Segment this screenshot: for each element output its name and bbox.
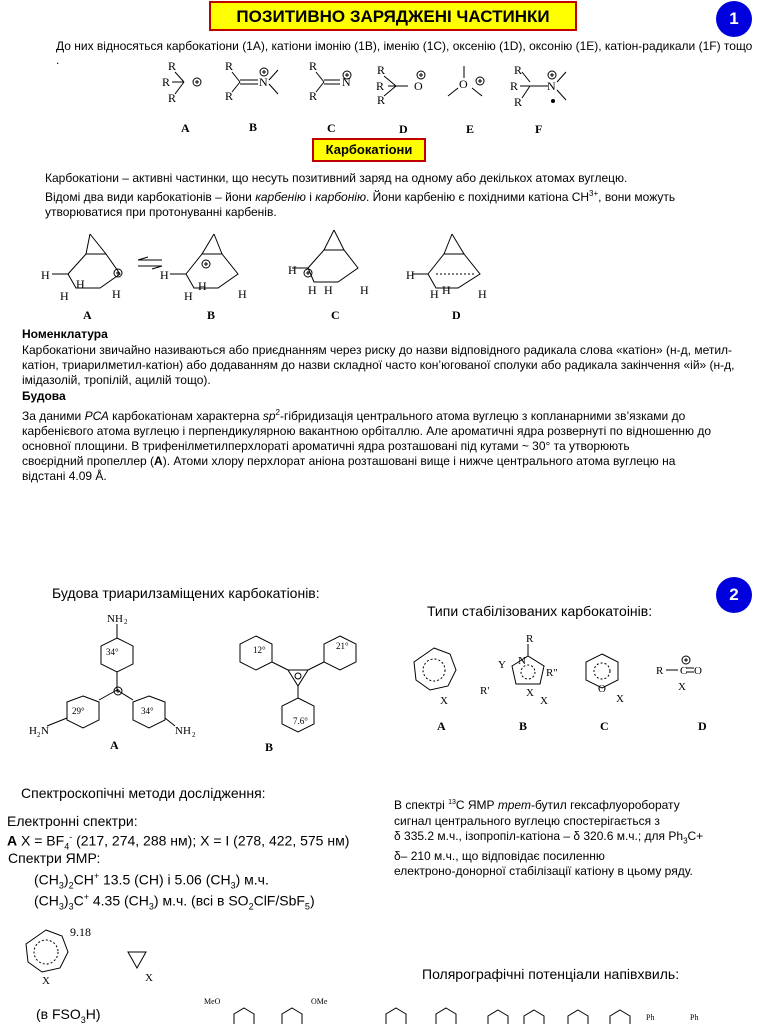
electronic-spectra-line: A $X = BF_4^-$ (217, 274, 288 нм); X = I (278, 422, 575 нм) bbox=[7, 832, 350, 852]
svg-text:H: H bbox=[198, 279, 207, 293]
svg-text:H: H bbox=[324, 283, 333, 297]
triaryl-title: Будова триарилзаміщених карбокатіонів: bbox=[52, 585, 320, 601]
svg-text:H: H bbox=[112, 287, 121, 301]
norbornyl-cations-diagram bbox=[38, 228, 508, 308]
angle-b-left: 12° bbox=[253, 645, 266, 655]
svg-text:H: H bbox=[41, 268, 50, 282]
structure-label-a: A bbox=[181, 121, 190, 135]
svg-text:X: X bbox=[42, 975, 50, 987]
svg-text:X: X bbox=[616, 693, 624, 705]
stabilized-types-title: Типи стабілізованих карбокатоінів: bbox=[427, 603, 653, 619]
electronic-spectra-title: Електронні спектри: bbox=[7, 813, 138, 829]
svg-text:H: H bbox=[184, 289, 193, 303]
svg-text:Ph: Ph bbox=[646, 1013, 655, 1022]
angle-b-right: 21° bbox=[336, 641, 349, 651]
svg-text:R: R bbox=[377, 63, 386, 77]
spectro-title: Спектроскопічні методи дослідження: bbox=[21, 785, 266, 801]
svg-text:R: R bbox=[162, 75, 171, 89]
svg-text:R: R bbox=[309, 89, 318, 103]
svg-text:OMe: OMe bbox=[311, 997, 328, 1006]
page-number-badge: 1 bbox=[716, 1, 752, 37]
svg-text:R: R bbox=[526, 633, 534, 645]
structure-label-b: B bbox=[249, 120, 258, 134]
svg-text:R: R bbox=[225, 59, 234, 73]
svg-text:N: N bbox=[342, 75, 351, 89]
nmr-title: Спектри ЯМР: bbox=[8, 850, 101, 866]
type-label-a: A bbox=[437, 719, 446, 733]
angle-a-top: 34° bbox=[106, 647, 119, 657]
svg-text:Y: Y bbox=[498, 659, 506, 671]
svg-text:X: X bbox=[440, 695, 448, 707]
svg-text:X: X bbox=[145, 972, 153, 984]
bottom-structures-diagram bbox=[196, 994, 716, 1024]
structure-label-c: C bbox=[327, 121, 336, 135]
norbornyl-label-a: A bbox=[83, 308, 92, 322]
structure-heading: Будова bbox=[22, 389, 66, 403]
triaryl-cation-b-diagram bbox=[232, 626, 372, 746]
tropylium-shift: 9.18 bbox=[70, 925, 91, 939]
svg-text:C: C bbox=[680, 665, 688, 677]
svg-text:Ph: Ph bbox=[690, 1013, 699, 1022]
svg-text:R': R' bbox=[480, 685, 490, 697]
section-title-carbocations: Карбокатіони bbox=[312, 138, 426, 162]
svg-text:O: O bbox=[459, 77, 468, 91]
fso3h-note: (в $FSO_3H$) bbox=[36, 1006, 101, 1025]
type-label-d: D bbox=[698, 719, 707, 733]
stabilized-types-diagram bbox=[400, 630, 730, 720]
svg-text:H: H bbox=[442, 283, 451, 297]
svg-text:2: 2 bbox=[124, 618, 128, 626]
svg-text:O: O bbox=[598, 683, 606, 695]
svg-text:H: H bbox=[238, 287, 247, 301]
c13-nmr-text: В спектрі $^{13}$С ЯМР трет-бутил гексафлуороборату сигнал центрального вуглецю спостерігається з δ 335.2 м.ч., ізопропіл-катіона – δ 320.6 м.ч.; для $Ph_3C+$ δ– 210 м.ч., що відповідає посиленню електроно-донорної стабілізації катіону в цьому ряду. bbox=[394, 798, 704, 879]
angle-a-right: 34° bbox=[141, 706, 154, 716]
svg-text:X: X bbox=[540, 695, 548, 707]
type-label-b: B bbox=[519, 719, 528, 733]
svg-text:N: N bbox=[518, 655, 526, 667]
norbornyl-label-d: D bbox=[452, 308, 461, 322]
svg-text:H: H bbox=[29, 725, 37, 737]
svg-text:O: O bbox=[694, 665, 702, 677]
nomenclature-text: Карбокатіони звичайно називаються або приєднанням через риску до назви відповідного радикала слова «катіон» (н-д, метил-катіон, триарилметил-катіон) або додаванням до назви складної часто кон’югованої сполуки або радикала закінчення «ій» (н-д, імідазолій, тропілій, ацилій тощо). bbox=[22, 343, 735, 387]
svg-text:H: H bbox=[360, 283, 369, 297]
structure-label-e: E bbox=[466, 122, 475, 136]
triaryl-cation-a-diagram bbox=[25, 610, 205, 750]
svg-text:H: H bbox=[288, 263, 297, 277]
carbocation-definition: Карбокатіони – активні частинки, що несуть позитивний заряд на одному або декількох атомах вуглецю. bbox=[45, 171, 628, 185]
svg-text:R: R bbox=[514, 95, 523, 109]
svg-text:2: 2 bbox=[37, 731, 41, 739]
svg-text:H: H bbox=[60, 289, 69, 303]
svg-text:R: R bbox=[514, 63, 523, 77]
svg-text:H: H bbox=[478, 287, 487, 301]
norbornyl-label-c: C bbox=[331, 308, 340, 322]
svg-text:R: R bbox=[656, 665, 664, 677]
svg-text:H: H bbox=[406, 268, 415, 282]
tropylium-cyclopropenium-diagram bbox=[18, 926, 198, 996]
triaryl-label-b: B bbox=[265, 740, 274, 754]
nmr-line-isopropyl: $(CH_3)_2CH^+$ 13.5 (CH) і 5.06 $(CH_3)$ м.ч. bbox=[34, 871, 269, 891]
svg-text:MeO: MeO bbox=[204, 997, 221, 1006]
svg-text:R: R bbox=[168, 59, 177, 73]
svg-text:R: R bbox=[225, 89, 234, 103]
carbocation-formation-line: утворюватися при протонуванні карбенів. bbox=[45, 205, 277, 219]
svg-text:R: R bbox=[377, 93, 386, 107]
structure-label-f: F bbox=[535, 122, 543, 136]
svg-text:2: 2 bbox=[192, 731, 196, 739]
svg-text:H: H bbox=[430, 287, 439, 301]
svg-text:R: R bbox=[309, 59, 318, 73]
svg-text:N: N bbox=[41, 725, 49, 737]
svg-text:R: R bbox=[376, 79, 385, 93]
svg-text:X: X bbox=[526, 687, 534, 699]
svg-text:N: N bbox=[259, 75, 268, 89]
svg-text:R: R bbox=[510, 79, 519, 93]
svg-text:H: H bbox=[76, 277, 85, 291]
svg-text:X: X bbox=[678, 681, 686, 693]
svg-text:R'': R'' bbox=[546, 667, 558, 679]
svg-text:NH: NH bbox=[107, 613, 123, 625]
svg-text:R: R bbox=[168, 91, 177, 105]
svg-text:H: H bbox=[308, 283, 317, 297]
norbornyl-label-b: B bbox=[207, 308, 216, 322]
page-number-badge-2: 2 bbox=[716, 577, 752, 613]
structure-text: За даними РСА карбокатіонам характерна $sp^2$-гібридизація центрального атома вуглецю з копланарними зв’язками до карбенієвого атома вуглецю і перпендикулярною вакантною орбіталлю. Але ароматичні ядра розвернуті по відношенню до основної площини. В трифенілметилперхлораті ароматичні ядра розташовані під кутами ~ 30° та утворюють своєрідний пропеллер (A). Атоми хлору перхлорат аніона розташовані вище і нижче центрального атома вуглецю на відстані 4.09 Å. bbox=[22, 408, 712, 483]
svg-text:O: O bbox=[414, 79, 423, 93]
angle-a-left: 29° bbox=[72, 706, 85, 716]
intro-text: До них відносяться карбокатіони (1А), катіони імонію (1В), іменію (1С), оксенію (1D), оксонію (1E), катіон-радикали (1F) тощо . bbox=[56, 39, 753, 67]
svg-text:N: N bbox=[547, 79, 556, 93]
triaryl-label-a: A bbox=[110, 738, 119, 752]
structure-label-d: D bbox=[399, 122, 408, 136]
polarographic-title: Полярографічні потенціали напівхвиль: bbox=[422, 966, 680, 982]
carbocation-types-line: Відомі два види карбокатіонів – йони карбенію і карбонію. Йони карбенію є похідними катіона $CH^{3+}$, вони можуть bbox=[45, 189, 676, 204]
svg-text:NH: NH bbox=[175, 725, 191, 737]
page-title: ПОЗИТИВНО ЗАРЯДЖЕНІ ЧАСТИНКИ bbox=[209, 1, 577, 31]
type-label-c: C bbox=[600, 719, 609, 733]
svg-text:H: H bbox=[160, 268, 169, 282]
nmr-line-tertbutyl: $(CH_3)_3C^+$ 4.35 $(CH_3)$ м.ч. (всі в $SO_2ClF/SbF_5$) bbox=[34, 892, 315, 912]
angle-b-bottom: 7.6° bbox=[293, 716, 308, 726]
nomenclature-heading: Номенклатура bbox=[22, 327, 108, 341]
